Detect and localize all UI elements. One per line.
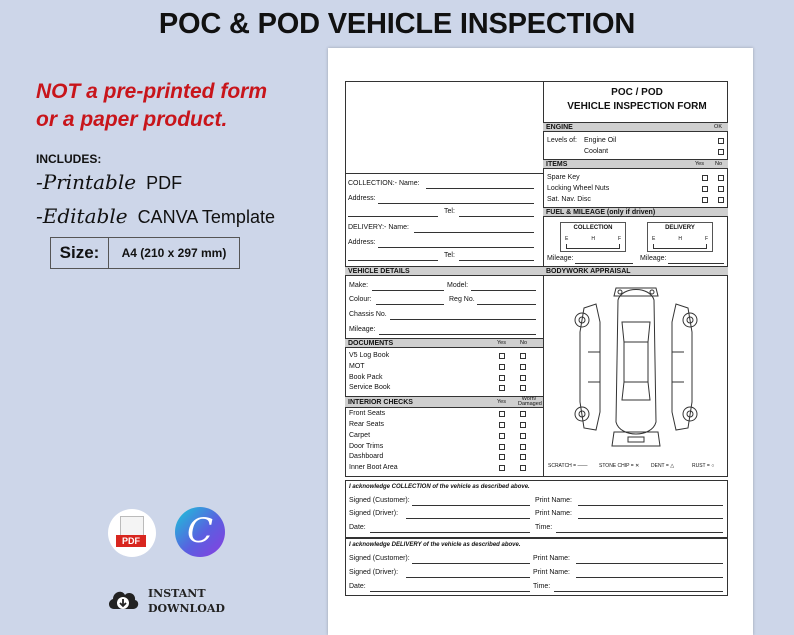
interior-row: Rear Seats [349,421,385,428]
items-no-label: No [714,161,722,167]
document-no-checkbox[interactable] [520,385,526,391]
logo-divider [345,173,543,174]
fuel-header [543,207,728,217]
legend-rust: RUST = ○ [692,463,715,469]
vehicle-details-header [345,266,543,276]
levels-of-label: Levels of: [547,137,577,144]
legend-stone-chip: STONE CHIP = ✕ [599,463,640,469]
interior-worn-checkbox[interactable] [520,422,526,428]
includes-item-pdf [36,170,182,194]
interior-yes-checkbox[interactable] [499,433,505,439]
engine-oil-checkbox[interactable] [718,138,724,144]
interior-row: Inner Boot Area [349,464,398,471]
make-field[interactable] [372,290,444,291]
editable-script: -Editable [36,204,128,228]
collection-tel-field[interactable] [459,216,534,217]
fuel-heading: FUEL & MILEAGE (only if driven) [546,208,656,216]
documents-no-label: No [519,340,527,346]
instant-download-text [148,586,225,616]
interior-header [345,396,543,408]
interior-yes-checkbox[interactable] [499,465,505,471]
chassis-field[interactable] [390,319,536,320]
document-row: Service Book [349,384,391,391]
collection-tel-label: Tel: [444,208,455,215]
make-label: Make: [349,282,369,289]
delivery-mileage-label: Mileage: [640,255,667,262]
interior-yes-label: Yes [497,399,506,405]
interior-heading: INTERIOR CHECKS [348,398,413,406]
delivery-print-name-label-2: Print Name: [533,569,570,576]
gauge-ticks: E H F [565,236,621,242]
engine-header [543,122,728,132]
document-row: V5 Log Book [349,352,390,359]
collection-time-label: Time: [535,524,553,531]
collection-signed-driver-label: Signed (Driver): [349,510,399,517]
colour-label: Colour: [349,296,372,303]
collection-ack-text: I acknowledge COLLECTION of the vehicle as described above. [349,484,530,490]
model-label: Model: [447,282,469,289]
interior-worn-checkbox[interactable] [520,433,526,439]
colour-field[interactable] [376,304,444,305]
delivery-name-label: DELIVERY:- Name: [348,224,409,231]
coolant-label: Coolant [584,148,609,155]
collection-address-field[interactable] [378,203,534,204]
document-yes-checkbox[interactable] [499,375,505,381]
chassis-label: Chassis No. [349,311,387,318]
document-yes-checkbox[interactable] [499,364,505,370]
interior-yes-checkbox[interactable] [499,411,505,417]
delivery-time-label: Time: [533,583,551,590]
collection-print-name-field[interactable] [578,505,723,506]
interior-row: Dashboard [349,453,384,460]
collection-mileage-field[interactable] [575,263,633,264]
mileage-label: Mileage: [349,326,376,333]
vehicle-details-heading: VEHICLE DETAILS [348,267,410,275]
size-box [50,237,240,269]
notice-line-1: NOT a pre-printed form [36,80,268,103]
interior-worn-checkbox[interactable] [520,465,526,471]
item-row: Sat. Nav. Disc [547,196,591,203]
includes-label: INCLUDES: [36,152,102,166]
model-field[interactable] [471,290,536,291]
includes-item-canva [36,204,275,228]
delivery-address-field-2[interactable] [348,260,438,261]
interior-worn-checkbox[interactable] [520,411,526,417]
canva-text: CANVA Template [137,207,275,227]
delivery-print-name-label: Print Name: [533,555,570,562]
delivery-signed-driver-field[interactable] [406,577,530,578]
reg-label: Reg No. [449,296,475,303]
delivery-gauge-label: DELIVERY [665,225,695,231]
gauge-bar [653,244,707,249]
item-no-checkbox[interactable] [718,186,724,192]
document-yes-checkbox[interactable] [499,385,505,391]
delivery-mileage-field[interactable] [668,263,724,264]
collection-name-field[interactable] [426,188,534,189]
interior-row: Carpet [349,432,371,439]
document-row: Book Pack [349,374,383,381]
pdf-tag: PDF [116,535,146,547]
document-no-checkbox[interactable] [520,375,526,381]
interior-row: Front Seats [349,410,386,417]
delivery-time-field[interactable] [554,591,723,592]
delivery-signed-driver-label: Signed (Driver): [349,569,399,576]
item-no-checkbox[interactable] [718,175,724,181]
delivery-print-name-field-2[interactable] [576,577,723,578]
collection-print-name-label: Print Name: [535,497,572,504]
form-title-line-1: POC / POD [611,87,663,98]
collection-address-label: Address: [348,195,376,202]
reg-field[interactable] [477,304,536,305]
collection-fuel-gauge[interactable] [560,222,626,252]
collection-name-label: COLLECTION:- Name: [348,180,420,187]
page-heading: POC & POD VEHICLE INSPECTION [158,8,636,40]
collection-mileage-label: Mileage: [547,255,574,262]
form-title [546,86,728,114]
items-yes-label: Yes [695,161,704,167]
engine-heading: ENGINE [546,123,573,131]
item-yes-checkbox[interactable] [702,186,708,192]
interior-worn-checkbox[interactable] [520,444,526,450]
middle-divider [543,266,544,477]
document-yes-checkbox[interactable] [499,353,505,359]
car-diagram[interactable] [566,282,706,452]
delivery-ack-text: I acknowledge DELIVERY of the vehicle as described above. [349,542,521,548]
interior-worn-checkbox[interactable] [520,454,526,460]
delivery-address-label: Address: [348,239,376,246]
documents-header [345,338,543,348]
collection-signed-customer-label: Signed (Customer): [349,497,410,504]
delivery-tel-field[interactable] [459,260,534,261]
coolant-checkbox[interactable] [718,149,724,155]
pdf-icon [108,509,156,557]
document-no-checkbox[interactable] [520,364,526,370]
interior-yes-checkbox[interactable] [499,454,505,460]
notice-line-2: or a paper product. [36,108,228,131]
size-label: Size: [51,238,109,268]
collection-time-field[interactable] [556,532,723,533]
item-row: Locking Wheel Nuts [547,185,610,192]
delivery-print-name-field[interactable] [576,563,723,564]
form-title-line-2: VEHICLE INSPECTION FORM [567,101,707,112]
printable-script: -Printable [36,170,137,194]
legend-dent: DENT = △ [651,463,675,469]
collection-address-field-2[interactable] [348,216,438,217]
download-line-2: DOWNLOAD [148,602,225,615]
collection-print-name-label-2: Print Name: [535,510,572,517]
engine-oil-label: Engine Oil [584,137,617,144]
bodywork-header [543,266,728,276]
collection-signed-customer-field[interactable] [412,505,530,506]
notice-text [36,78,267,134]
item-yes-checkbox[interactable] [702,175,708,181]
form-sheet [328,48,753,635]
mileage-field[interactable] [379,334,536,335]
delivery-fuel-gauge[interactable] [647,222,713,252]
delivery-tel-label: Tel: [444,252,455,259]
cloud-download-icon [106,585,140,613]
items-heading: ITEMS [546,160,568,168]
item-yes-checkbox[interactable] [702,197,708,203]
delivery-signed-customer-field[interactable] [412,563,530,564]
interior-yes-checkbox[interactable] [499,444,505,450]
interior-yes-checkbox[interactable] [499,422,505,428]
documents-heading: DOCUMENTS [348,339,394,347]
canva-icon: C [175,507,225,557]
download-line-1: INSTANT [148,587,206,600]
gauge-bar [566,244,620,249]
document-row: MOT [349,363,365,370]
collection-print-name-field-2[interactable] [578,518,723,519]
collection-gauge-label: COLLECTION [573,225,613,231]
documents-yes-label: Yes [497,340,506,346]
delivery-signed-customer-label: Signed (Customer): [349,555,410,562]
engine-ok-label: OK [714,124,722,130]
delivery-date-field[interactable] [370,591,530,592]
size-value: A4 (210 x 297 mm) [121,246,227,260]
item-row: Spare Key [547,174,580,181]
legend-scratch: SCRATCH = —— [548,463,588,469]
item-no-checkbox[interactable] [718,197,724,203]
interior-row: Door Trims [349,443,384,450]
top-divider [543,81,544,267]
items-header [543,159,728,169]
gauge-ticks: E H F [652,236,708,242]
collection-date-label: Date: [349,524,366,531]
pdf-text: PDF [146,173,183,193]
document-no-checkbox[interactable] [520,353,526,359]
delivery-address-field[interactable] [378,247,534,248]
bodywork-heading: BODYWORK APPRAISAL [546,267,631,275]
collection-date-field[interactable] [370,532,530,533]
interior-worn-label: Worn/ Damaged [518,396,542,407]
delivery-name-field[interactable] [414,232,534,233]
collection-signed-driver-field[interactable] [406,518,530,519]
delivery-date-label: Date: [349,583,366,590]
